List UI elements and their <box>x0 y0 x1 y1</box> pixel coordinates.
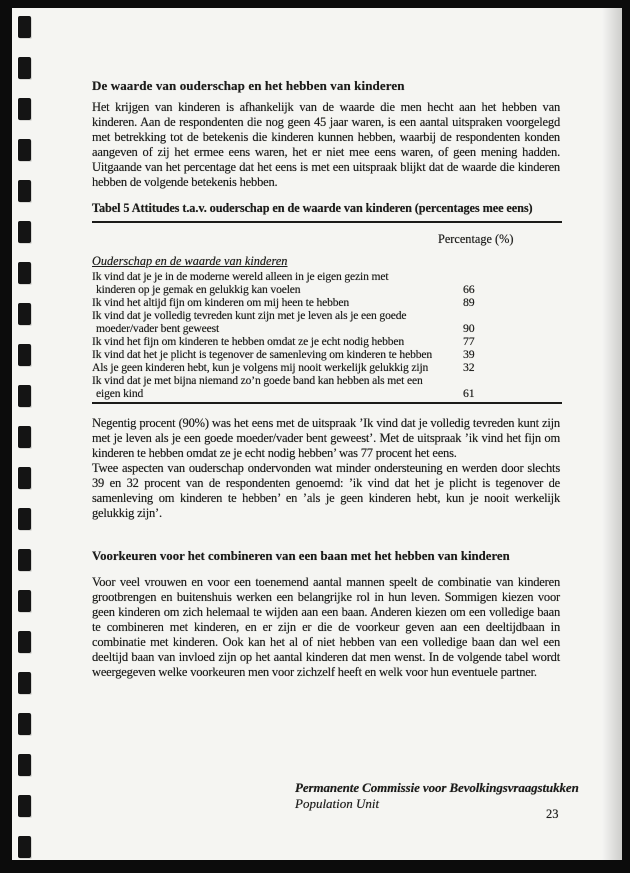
row-statement-cont: moeder/vader bent geweest <box>96 322 220 335</box>
table-section-header: Ouderschap en de waarde van kinderen <box>92 254 288 268</box>
paragraph-results <box>92 416 560 521</box>
binding-hole <box>18 98 31 120</box>
binding-hole <box>18 754 31 776</box>
row-value: 66 <box>463 282 475 296</box>
row-statement: Als je geen kinderen hebt, kun je volgens mij nooit werkelijk gelukkig zijn <box>92 361 429 374</box>
scan-edge-right <box>622 0 630 873</box>
footer <box>295 780 579 811</box>
table-row <box>92 374 562 400</box>
row-statement: Ik vind dat je je in de moderne wereld alleen in je eigen gezin met <box>92 270 389 283</box>
binding-hole <box>18 631 31 653</box>
binding-hole <box>18 16 31 38</box>
table-top-rule <box>92 221 562 223</box>
row-value: 32 <box>463 360 475 374</box>
row-statement: Ik vind dat het je plicht is tegenover de samenleving om kinderen te hebben <box>92 348 432 361</box>
paragraph-preferences: Voor veel vrouwen en voor een toenemend aantal mannen speelt de combinatie van kinderen grootbrengen en buitenshuis werken een belangrijke rol in hun leven. Sommigen kiezen voor geen kinderen om zich helemaal te wijden aan een baan. Anderen kiezen om een volledige baan te combineren met kinderen, en er zijn er die de voorkeur geven aan een deeltijdbaan in combinatie met kinderen. Ook kan het al of niet hebben van een volledige baan dan wel een deeltijd baan van invloed zijn op het aantal kinderen dat men wenst. In de volgende tabel wordt weergegeven welke voorkeuren men voor zichzelf heeft en welk voor hun eventuele partner. <box>92 575 560 679</box>
row-value: 89 <box>463 295 475 309</box>
table-row <box>92 348 562 361</box>
table-caption: Tabel 5 Attitudes t.a.v. ouderschap en de waarde van kinderen (percentages mee eens) <box>92 201 533 215</box>
footer-unit: Population Unit <box>295 795 380 811</box>
row-statement: Ik vind het altijd fijn om kinderen om mij heen te hebben <box>92 296 350 309</box>
binding-hole <box>18 467 31 489</box>
binding-hole <box>18 549 31 571</box>
binding-hole <box>18 57 31 79</box>
row-value: 90 <box>463 321 475 335</box>
binding-hole <box>18 426 31 448</box>
table-row <box>92 361 562 374</box>
table-rows <box>92 270 562 400</box>
table-row <box>92 335 562 348</box>
footer-organization: Permanente Commissie voor Bevolkingsvraagstukken <box>295 780 579 795</box>
binding-hole <box>18 139 31 161</box>
row-statement-cont: eigen kind <box>96 387 144 400</box>
section-title-preferences: Voorkeuren voor het combineren van een baan met het hebben van kinderen <box>92 549 510 563</box>
table-5 <box>92 201 562 404</box>
binding-hole <box>18 836 31 858</box>
table-row <box>92 309 562 335</box>
binding-hole <box>18 795 31 817</box>
scan-edge-top <box>0 0 630 8</box>
paragraph-intro: Het krijgen van kinderen is afhankelijk van de waarde die men hecht aan het hebben van kinderen. Aan de respondenten die nog geen 45 jaar waren, is een aantal uitspraken voorgelegd met betrekking tot de betekenis die kinderen kunnen hebben, waarbij de respondenten konden aangeven of zij het ermee eens waren, het er niet mee eens waren, of geen mening hadden. Uitgaande van het percentage dat het eens is met een uitspraak blijkt dat de waarde die kinderen hebben de volgende betekenis hebben. <box>92 100 560 189</box>
binding-hole <box>18 262 31 284</box>
scan-edge-left <box>0 0 12 873</box>
scan-shadow <box>602 8 622 860</box>
binding-hole <box>18 590 31 612</box>
row-value: 77 <box>463 334 475 348</box>
row-value: 39 <box>463 347 475 361</box>
binding-hole <box>18 303 31 325</box>
binding-hole <box>18 180 31 202</box>
row-statement: Ik vind dat je met bijna niemand zo’n goede band kan hebben als met een <box>92 374 423 387</box>
paragraph-ninety-percent: Negentig procent (90%) was het eens met de uitspraak ’Ik vind dat je volledig tevreden kunt zijn met je leven als je een goede moeder/vader bent geweest’. Met de uitspraak ’ik vind het fijn om kinderen te hebben omdat ze je echt nodig hebben’ was 77 procent het eens. <box>92 416 560 460</box>
table-column-header: Percentage (%) <box>438 232 514 246</box>
binding-hole <box>18 713 31 735</box>
row-statement: Ik vind dat je volledig tevreden kunt zijn met je leven als je een goede <box>92 309 407 322</box>
scan-edge-bottom <box>0 860 630 873</box>
row-statement: Ik vind het fijn om kinderen te hebben omdat ze je echt nodig hebben <box>92 335 405 348</box>
binding-hole <box>18 672 31 694</box>
binding-hole <box>18 221 31 243</box>
binding-hole <box>18 344 31 366</box>
row-value: 61 <box>463 386 475 400</box>
table-row <box>92 270 562 296</box>
binding-hole <box>18 385 31 407</box>
row-statement-cont: kinderen op je gemak en gelukkig kan voelen <box>96 283 301 296</box>
section-title: De waarde van ouderschap en het hebben van kinderen <box>92 78 405 93</box>
table-bottom-rule <box>92 402 562 404</box>
paragraph-two-aspects: Twee aspecten van ouderschap ondervonden wat minder ondersteuning en werden door slechts 39 en 32 procent van de respondenten genoemd: ’ik vind dat het je plicht is tegenover de samenleving om kinderen te hebben’ en ’als je geen kinderen hebt, kun je nooit werkelijk gelukkig zijn’. <box>92 461 560 520</box>
binding-hole <box>18 508 31 530</box>
page-number: 23 <box>546 807 559 821</box>
table-row <box>92 296 562 309</box>
